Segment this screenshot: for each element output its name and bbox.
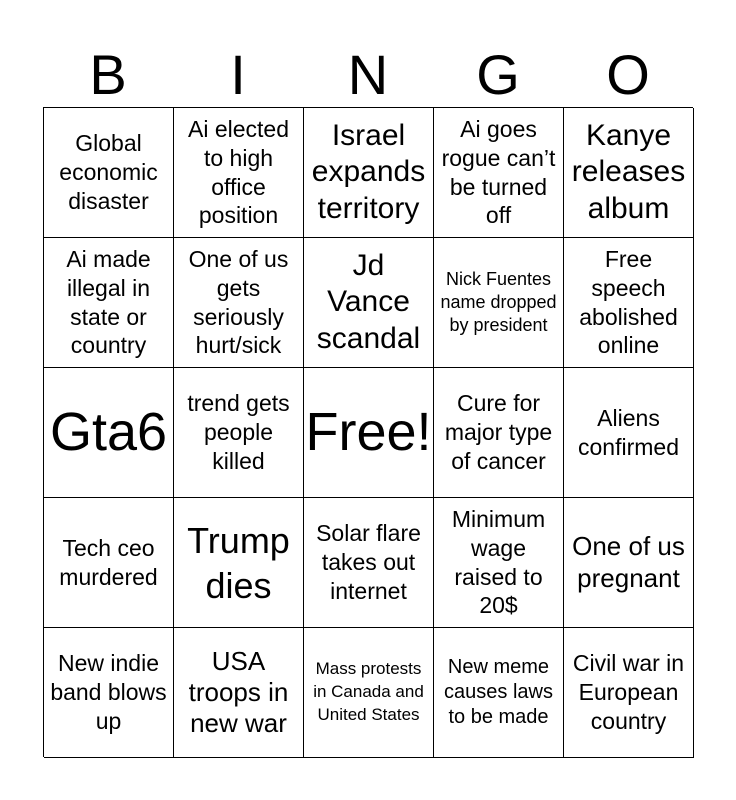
bingo-board	[43, 107, 693, 757]
bingo-cell-r2-c3[interactable]: Jd Vance scandal	[304, 238, 434, 368]
bingo-cell-r5-c1[interactable]: New indie band blows up	[44, 628, 174, 758]
bingo-cell-r2-c2[interactable]: One of us gets seriously hurt/sick	[174, 238, 304, 368]
header-letter-b: B	[89, 43, 127, 106]
bingo-cell-r5-c5[interactable]: Civil war in European country	[564, 628, 694, 758]
bingo-cell-r1-c1[interactable]: Global economic disaster	[44, 108, 174, 238]
bingo-cell-r4-c1[interactable]: Tech ceo murdered	[44, 498, 174, 628]
bingo-cell-r4-c3[interactable]: Solar flare takes out internet	[304, 498, 434, 628]
bingo-cell-r4-c4[interactable]: Minimum wage raised to 20$	[434, 498, 564, 628]
header-letter-i: I	[230, 43, 246, 106]
bingo-cell-r2-c5[interactable]: Free speech abolished online	[564, 238, 694, 368]
header-letter-g: G	[476, 43, 520, 106]
bingo-cell-r3-c4[interactable]: Cure for major type of cancer	[434, 368, 564, 498]
bingo-cell-r1-c4[interactable]: Ai goes rogue can’t be turned off	[434, 108, 564, 238]
bingo-cell-r3-c1[interactable]: Gta6	[44, 368, 174, 498]
bingo-cell-r3-c2[interactable]: trend gets people killed	[174, 368, 304, 498]
header-letter-n: N	[347, 43, 389, 106]
bingo-cell-r2-c1[interactable]: Ai made illegal in state or country	[44, 238, 174, 368]
bingo-header	[43, 42, 693, 108]
bingo-cell-r5-c3[interactable]: Mass protests in Canada and United States	[304, 628, 434, 758]
bingo-cell-r5-c4[interactable]: New meme causes laws to be made	[434, 628, 564, 758]
bingo-cell-free[interactable]: Free!	[304, 368, 434, 498]
header-letter-o: O	[606, 43, 650, 106]
bingo-cell-r4-c5[interactable]: One of us pregnant	[564, 498, 694, 628]
bingo-cell-r2-c4[interactable]: Nick Fuentes name dropped by president	[434, 238, 564, 368]
bingo-cell-r3-c5[interactable]: Aliens confirmed	[564, 368, 694, 498]
bingo-cell-r5-c2[interactable]: USA troops in new war	[174, 628, 304, 758]
bingo-cell-r4-c2[interactable]: Trump dies	[174, 498, 304, 628]
bingo-cell-r1-c2[interactable]: Ai elected to high office position	[174, 108, 304, 238]
bingo-cell-r1-c5[interactable]: Kanye releases album	[564, 108, 694, 238]
bingo-cell-r1-c3[interactable]: Israel expands territory	[304, 108, 434, 238]
